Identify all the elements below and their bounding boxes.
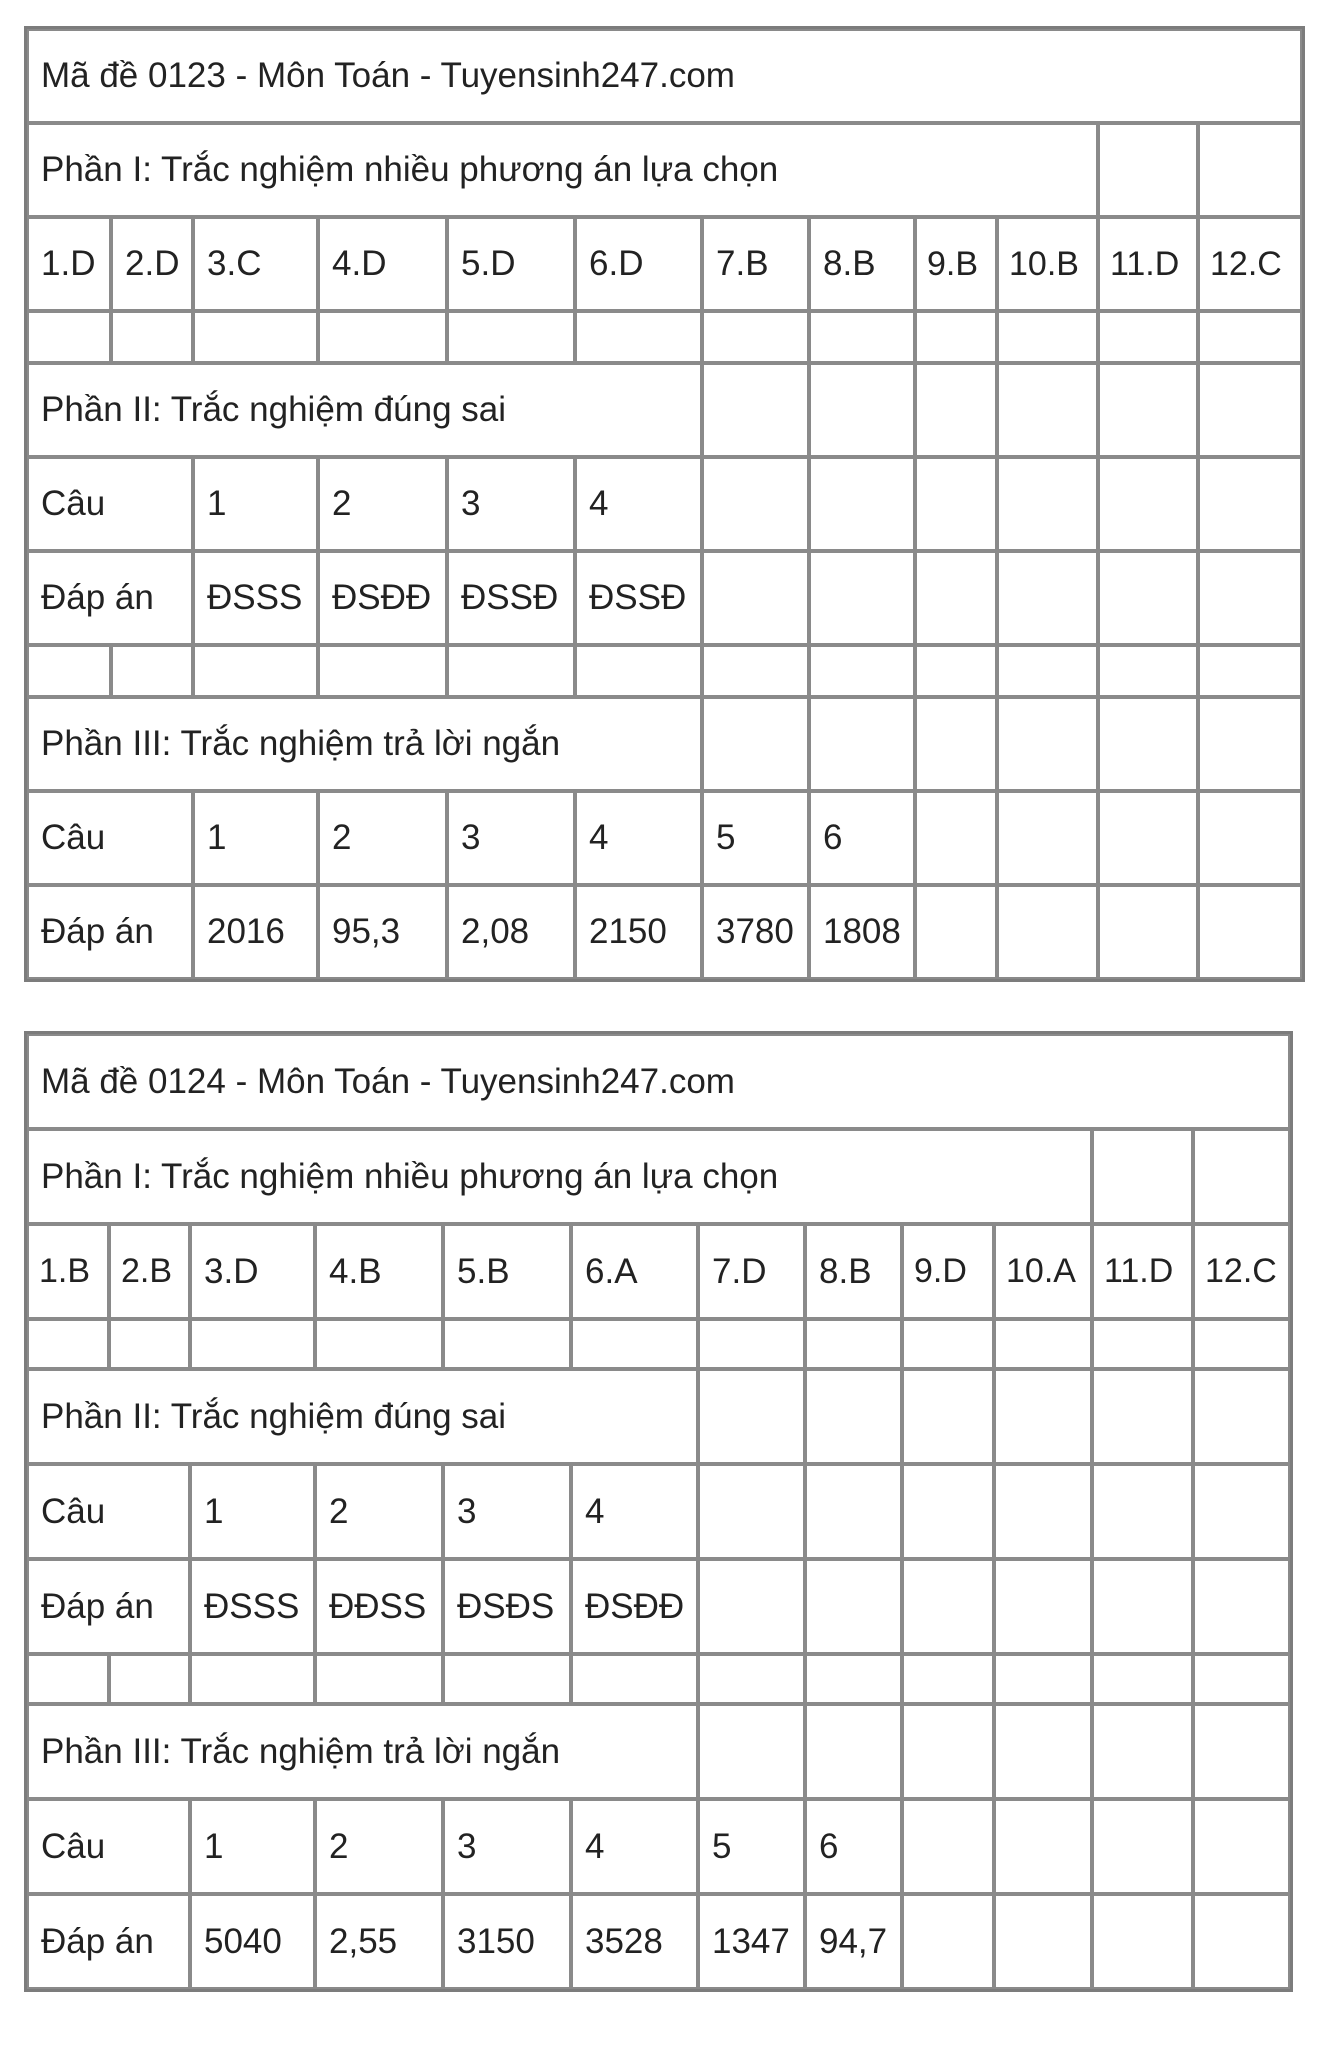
mc-answer: 3.D [190,1224,315,1319]
mc-answer: 3.C [193,217,318,311]
question-number: 6 [805,1799,902,1894]
short-answer: 5040 [190,1894,315,1989]
empty-cell [1198,697,1302,791]
short-answer: 3780 [702,885,809,979]
empty-cell [994,1559,1092,1654]
question-number: 3 [447,457,575,551]
empty-cell [902,1559,994,1654]
empty-cell [1193,1799,1290,1894]
empty-cell [915,885,997,979]
empty-cell [1098,645,1198,697]
part1-answers-row [27,217,1302,311]
empty-cell [27,645,111,697]
question-number: 1 [193,791,318,885]
empty-cell [915,791,997,885]
part1-title: Phần I: Trắc nghiệm nhiều phương án lựa chọn [27,1129,1092,1224]
empty-cell [698,1559,805,1654]
empty-cell [1198,457,1302,551]
empty-cell [27,1654,109,1704]
empty-cell [915,457,997,551]
question-label: Câu [27,1464,190,1559]
mc-answer: 7.B [702,217,809,311]
empty-cell [109,1319,190,1369]
empty-cell [902,1799,994,1894]
empty-cell [109,1654,190,1704]
question-number: 4 [571,1464,698,1559]
empty-cell [1098,311,1198,363]
empty-cell [1098,363,1198,457]
empty-cell [997,457,1098,551]
short-answer: 2,08 [447,885,575,979]
question-number: 5 [698,1799,805,1894]
empty-cell [702,363,809,457]
empty-cell [809,697,915,791]
empty-cell [1193,1704,1290,1799]
empty-cell [443,1654,571,1704]
empty-cell [805,1654,902,1704]
empty-cell [1193,1129,1290,1224]
tf-answer: ĐSSS [193,551,318,645]
empty-cell [443,1319,571,1369]
empty-cell [571,1319,698,1369]
part3-answer-row [27,1894,1290,1989]
empty-cell [809,645,915,697]
short-answer: 2150 [575,885,702,979]
empty-cell [698,1369,805,1464]
empty-cell [997,363,1098,457]
empty-cell [805,1319,902,1369]
spacer-row [27,1319,1290,1369]
empty-cell [1198,123,1302,217]
tf-answer: ĐSĐĐ [571,1559,698,1654]
mc-answer: 4.B [315,1224,443,1319]
empty-cell [27,311,111,363]
empty-cell [809,311,915,363]
empty-cell [447,311,575,363]
empty-cell [994,1464,1092,1559]
empty-cell [997,697,1098,791]
mc-answer: 8.B [809,217,915,311]
mc-answer: 6.D [575,217,702,311]
empty-cell [915,551,997,645]
question-number: 3 [443,1799,571,1894]
part3-question-row [27,1799,1290,1894]
empty-cell [1092,1369,1193,1464]
empty-cell [809,457,915,551]
short-answer: 2,55 [315,1894,443,1989]
empty-cell [698,1704,805,1799]
question-number: 4 [575,791,702,885]
empty-cell [805,1464,902,1559]
empty-cell [915,363,997,457]
part2-title: Phần II: Trắc nghiệm đúng sai [27,1369,698,1464]
empty-cell [994,1894,1092,1989]
mc-answer: 5.B [443,1224,571,1319]
question-number: 1 [193,457,318,551]
empty-cell [902,1654,994,1704]
question-number: 2 [315,1464,443,1559]
question-number: 1 [190,1799,315,1894]
empty-cell [997,551,1098,645]
empty-cell [315,1319,443,1369]
empty-cell [809,363,915,457]
tf-answer: ĐSSS [190,1559,315,1654]
empty-cell [698,1654,805,1704]
part2-answer-row [27,551,1302,645]
empty-cell [915,697,997,791]
tf-answer: ĐSSĐ [447,551,575,645]
mc-answer: 6.A [571,1224,698,1319]
tf-answer: ĐĐSS [315,1559,443,1654]
part1-title: Phần I: Trắc nghiệm nhiều phương án lựa chọn [27,123,1098,217]
empty-cell [571,1654,698,1704]
mc-answer: 1.D [27,217,111,311]
empty-cell [190,1319,315,1369]
part3-title: Phần III: Trắc nghiệm trả lời ngắn [27,1704,698,1799]
empty-cell [698,1464,805,1559]
empty-cell [1092,1799,1193,1894]
empty-cell [111,311,193,363]
tf-answer: ĐSSĐ [575,551,702,645]
empty-cell [1092,1319,1193,1369]
empty-cell [698,1319,805,1369]
answer-label: Đáp án [27,1559,190,1654]
empty-cell [1193,1894,1290,1989]
question-number: 5 [702,791,809,885]
part3-question-row [27,791,1302,885]
empty-cell [805,1559,902,1654]
empty-cell [805,1704,902,1799]
empty-cell [1193,1369,1290,1464]
part3-answer-row [27,885,1302,979]
empty-cell [702,645,809,697]
empty-cell [902,1464,994,1559]
question-label: Câu [27,457,193,551]
empty-cell [1092,1559,1193,1654]
mc-answer: 1.B [27,1224,109,1319]
question-number: 2 [315,1799,443,1894]
short-answer: 3150 [443,1894,571,1989]
mc-answer: 7.D [698,1224,805,1319]
question-number: 3 [447,791,575,885]
empty-cell [1098,551,1198,645]
question-number: 6 [809,791,915,885]
empty-cell [997,791,1098,885]
answer-table-0123 [24,26,1305,982]
empty-cell [1098,791,1198,885]
empty-cell [805,1369,902,1464]
empty-cell [1198,311,1302,363]
exam-title: Mã đề 0123 - Môn Toán - Tuyensinh247.com [27,29,1302,123]
empty-cell [702,551,809,645]
empty-cell [997,311,1098,363]
empty-cell [994,1319,1092,1369]
mc-answer: 10.B [997,217,1098,311]
spacer-row [27,645,1302,697]
part2-title: Phần II: Trắc nghiệm đúng sai [27,363,702,457]
empty-cell [902,1319,994,1369]
empty-cell [902,1369,994,1464]
empty-cell [902,1894,994,1989]
empty-cell [1098,697,1198,791]
empty-cell [1098,457,1198,551]
empty-cell [1092,1704,1193,1799]
empty-cell [1098,123,1198,217]
mc-answer: 12.C [1193,1224,1290,1319]
empty-cell [575,311,702,363]
short-answer: 95,3 [318,885,447,979]
empty-cell [1092,1129,1193,1224]
empty-cell [447,645,575,697]
mc-answer: 5.D [447,217,575,311]
question-number: 1 [190,1464,315,1559]
empty-cell [994,1704,1092,1799]
question-label: Câu [27,1799,190,1894]
empty-cell [27,1319,109,1369]
empty-cell [997,645,1098,697]
short-answer: 1347 [698,1894,805,1989]
tf-answer: ĐSĐĐ [318,551,447,645]
mc-answer: 11.D [1098,217,1198,311]
empty-cell [193,311,318,363]
short-answer: 3528 [571,1894,698,1989]
exam-title: Mã đề 0124 - Môn Toán - Tuyensinh247.com [27,1034,1290,1129]
short-answer: 2016 [193,885,318,979]
empty-cell [1198,551,1302,645]
empty-cell [1193,1559,1290,1654]
empty-cell [994,1799,1092,1894]
empty-cell [193,645,318,697]
answer-label: Đáp án [27,551,193,645]
empty-cell [318,311,447,363]
empty-cell [315,1654,443,1704]
part2-answer-row [27,1559,1290,1654]
empty-cell [997,885,1098,979]
empty-cell [1198,885,1302,979]
mc-answer: 2.B [109,1224,190,1319]
empty-cell [994,1369,1092,1464]
short-answer: 94,7 [805,1894,902,1989]
empty-cell [190,1654,315,1704]
mc-answer: 8.B [805,1224,902,1319]
spacer-row [27,311,1302,363]
empty-cell [1198,363,1302,457]
empty-cell [1198,791,1302,885]
question-number: 3 [443,1464,571,1559]
empty-cell [702,697,809,791]
empty-cell [1098,885,1198,979]
question-number: 2 [318,791,447,885]
empty-cell [809,551,915,645]
tf-answer: ĐSĐS [443,1559,571,1654]
spacer-row [27,1654,1290,1704]
empty-cell [915,645,997,697]
answer-table-0124 [24,1031,1293,1992]
mc-answer: 12.C [1198,217,1302,311]
empty-cell [902,1704,994,1799]
mc-answer: 9.D [902,1224,994,1319]
mc-answer: 10.A [994,1224,1092,1319]
empty-cell [702,311,809,363]
empty-cell [1193,1464,1290,1559]
empty-cell [1092,1464,1193,1559]
part3-title: Phần III: Trắc nghiệm trả lời ngắn [27,697,702,791]
mc-answer: 11.D [1092,1224,1193,1319]
mc-answer: 4.D [318,217,447,311]
empty-cell [702,457,809,551]
question-label: Câu [27,791,193,885]
empty-cell [1193,1654,1290,1704]
empty-cell [1092,1654,1193,1704]
answer-label: Đáp án [27,885,193,979]
empty-cell [111,645,193,697]
part2-question-row [27,457,1302,551]
empty-cell [1193,1319,1290,1369]
empty-cell [994,1654,1092,1704]
mc-answer: 9.B [915,217,997,311]
question-number: 4 [575,457,702,551]
empty-cell [1092,1894,1193,1989]
part1-answers-row [27,1224,1290,1319]
part2-question-row [27,1464,1290,1559]
empty-cell [1198,645,1302,697]
question-number: 2 [318,457,447,551]
question-number: 4 [571,1799,698,1894]
short-answer: 1808 [809,885,915,979]
empty-cell [318,645,447,697]
empty-cell [915,311,997,363]
mc-answer: 2.D [111,217,193,311]
answer-label: Đáp án [27,1894,190,1989]
empty-cell [575,645,702,697]
